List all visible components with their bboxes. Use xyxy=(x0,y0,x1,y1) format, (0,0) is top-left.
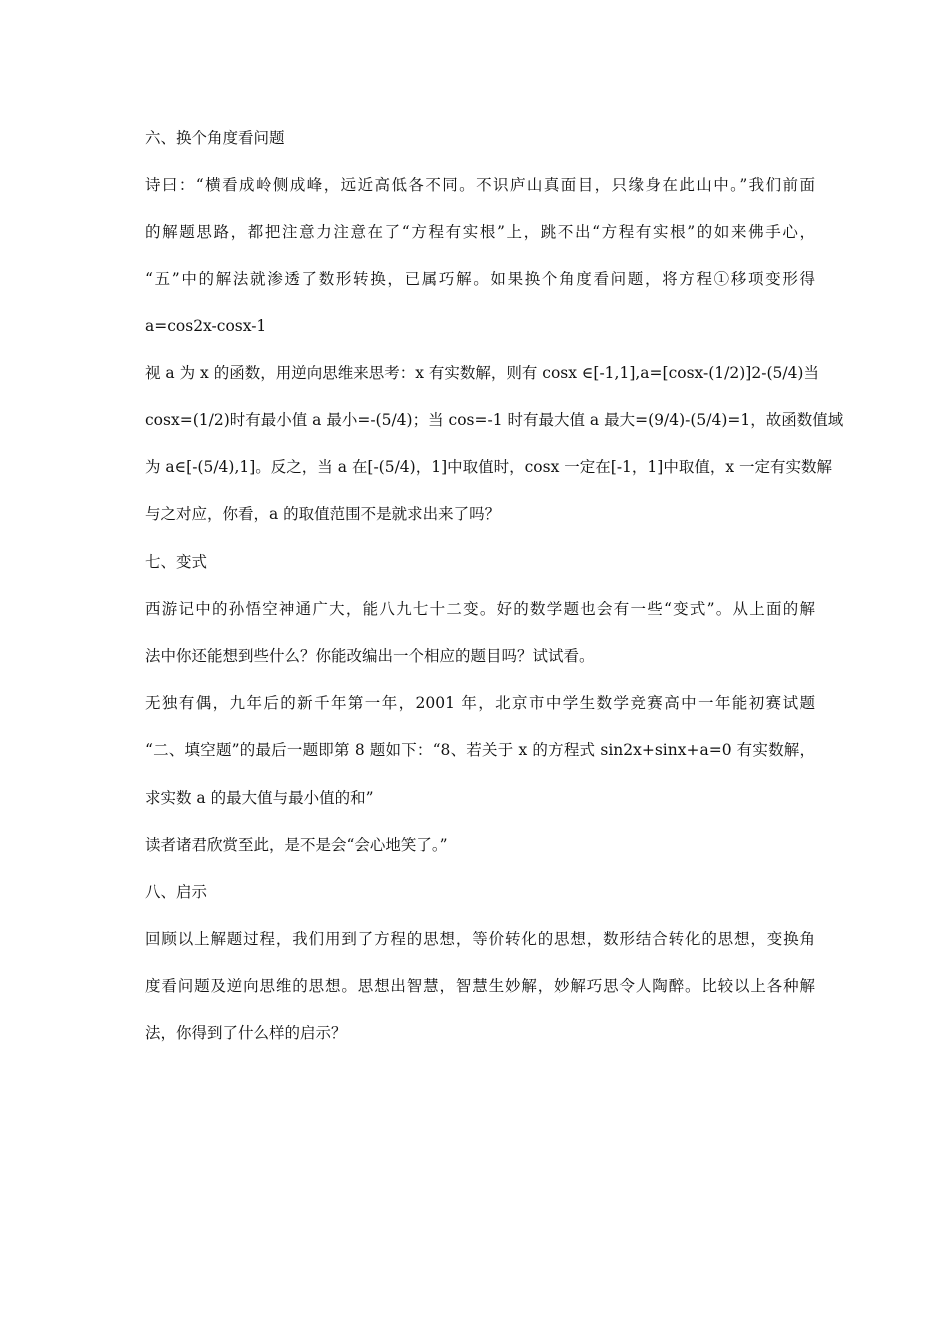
paragraph-line: 与之对应，你看，a 的取值范围不是就求出来了吗？ xyxy=(145,505,501,523)
paragraph-line: cosx=(1/2)时有最小值 a 最小=-(5/4)；当 cos=-1 时有最大值 a 最大=(9/4)-(5/4)=1，故函数值域 xyxy=(145,411,844,429)
paragraph-line: “五”中的解法就渗透了数形转换，已属巧解。如果换个角度看问题，将方程①移项变形得 xyxy=(145,270,815,288)
section-heading-6: 六、换个角度看问题 xyxy=(145,129,285,147)
paragraph-line: 回顾以上解题过程，我们用到了方程的思想，等价转化的思想，数形结合转化的思想，变换角 xyxy=(145,930,815,948)
section-heading-8: 八、启示 xyxy=(145,883,208,901)
formula-line: a=cos2x-cosx-1 xyxy=(145,317,267,335)
paragraph-line: 为 a∈[-(5/4),1]。反之，当 a 在[-(5/4)，1]中取值时，cosx 一定在[-1，1]中取值，x 一定有实数解 xyxy=(145,458,832,476)
paragraph-line: 视 a 为 x 的函数，用逆向思维来思考：x 有实数解，则有 cosx ∈[-1,1],a=[cosx-(1/2)]2-(5/4)当 xyxy=(145,364,819,382)
paragraph-line: 无独有偶，九年后的新千年第一年，2001 年，北京市中学生数学竞赛高中一年能初赛试题 xyxy=(145,694,815,712)
paragraph-line: 读者诸君欣赏至此，是不是会“会心地笑了。” xyxy=(145,836,448,854)
paragraph-line: 的解题思路，都把注意力注意在了“方程有实根”上，跳不出“方程有实根”的如来佛手心， xyxy=(145,223,815,241)
paragraph-line: 法中你还能想到些什么？你能改编出一个相应的题目吗？试试看。 xyxy=(145,647,595,665)
paragraph-line: 西游记中的孙悟空神通广大，能八九七十二变。好的数学题也会有一些“变式”。从上面的解 xyxy=(145,600,815,618)
section-heading-7: 七、变式 xyxy=(145,553,208,571)
paragraph-line: 求实数 a 的最大值与最小值的和” xyxy=(145,789,374,807)
paragraph-line: 法，你得到了什么样的启示？ xyxy=(145,1024,347,1042)
paragraph-line: 度看问题及逆向思维的思想。思想出智慧，智慧生妙解，妙解巧思令人陶醉。比较以上各种解 xyxy=(145,977,815,995)
paragraph-line: “二、填空题”的最后一题即第 8 题如下：“8、若关于 x 的方程式 sin2x+sinx+a=0 有实数解， xyxy=(145,741,815,759)
paragraph-line: 诗曰：“横看成岭侧成峰，远近高低各不同。不识庐山真面目，只缘身在此山中。”我们前面 xyxy=(145,176,815,194)
